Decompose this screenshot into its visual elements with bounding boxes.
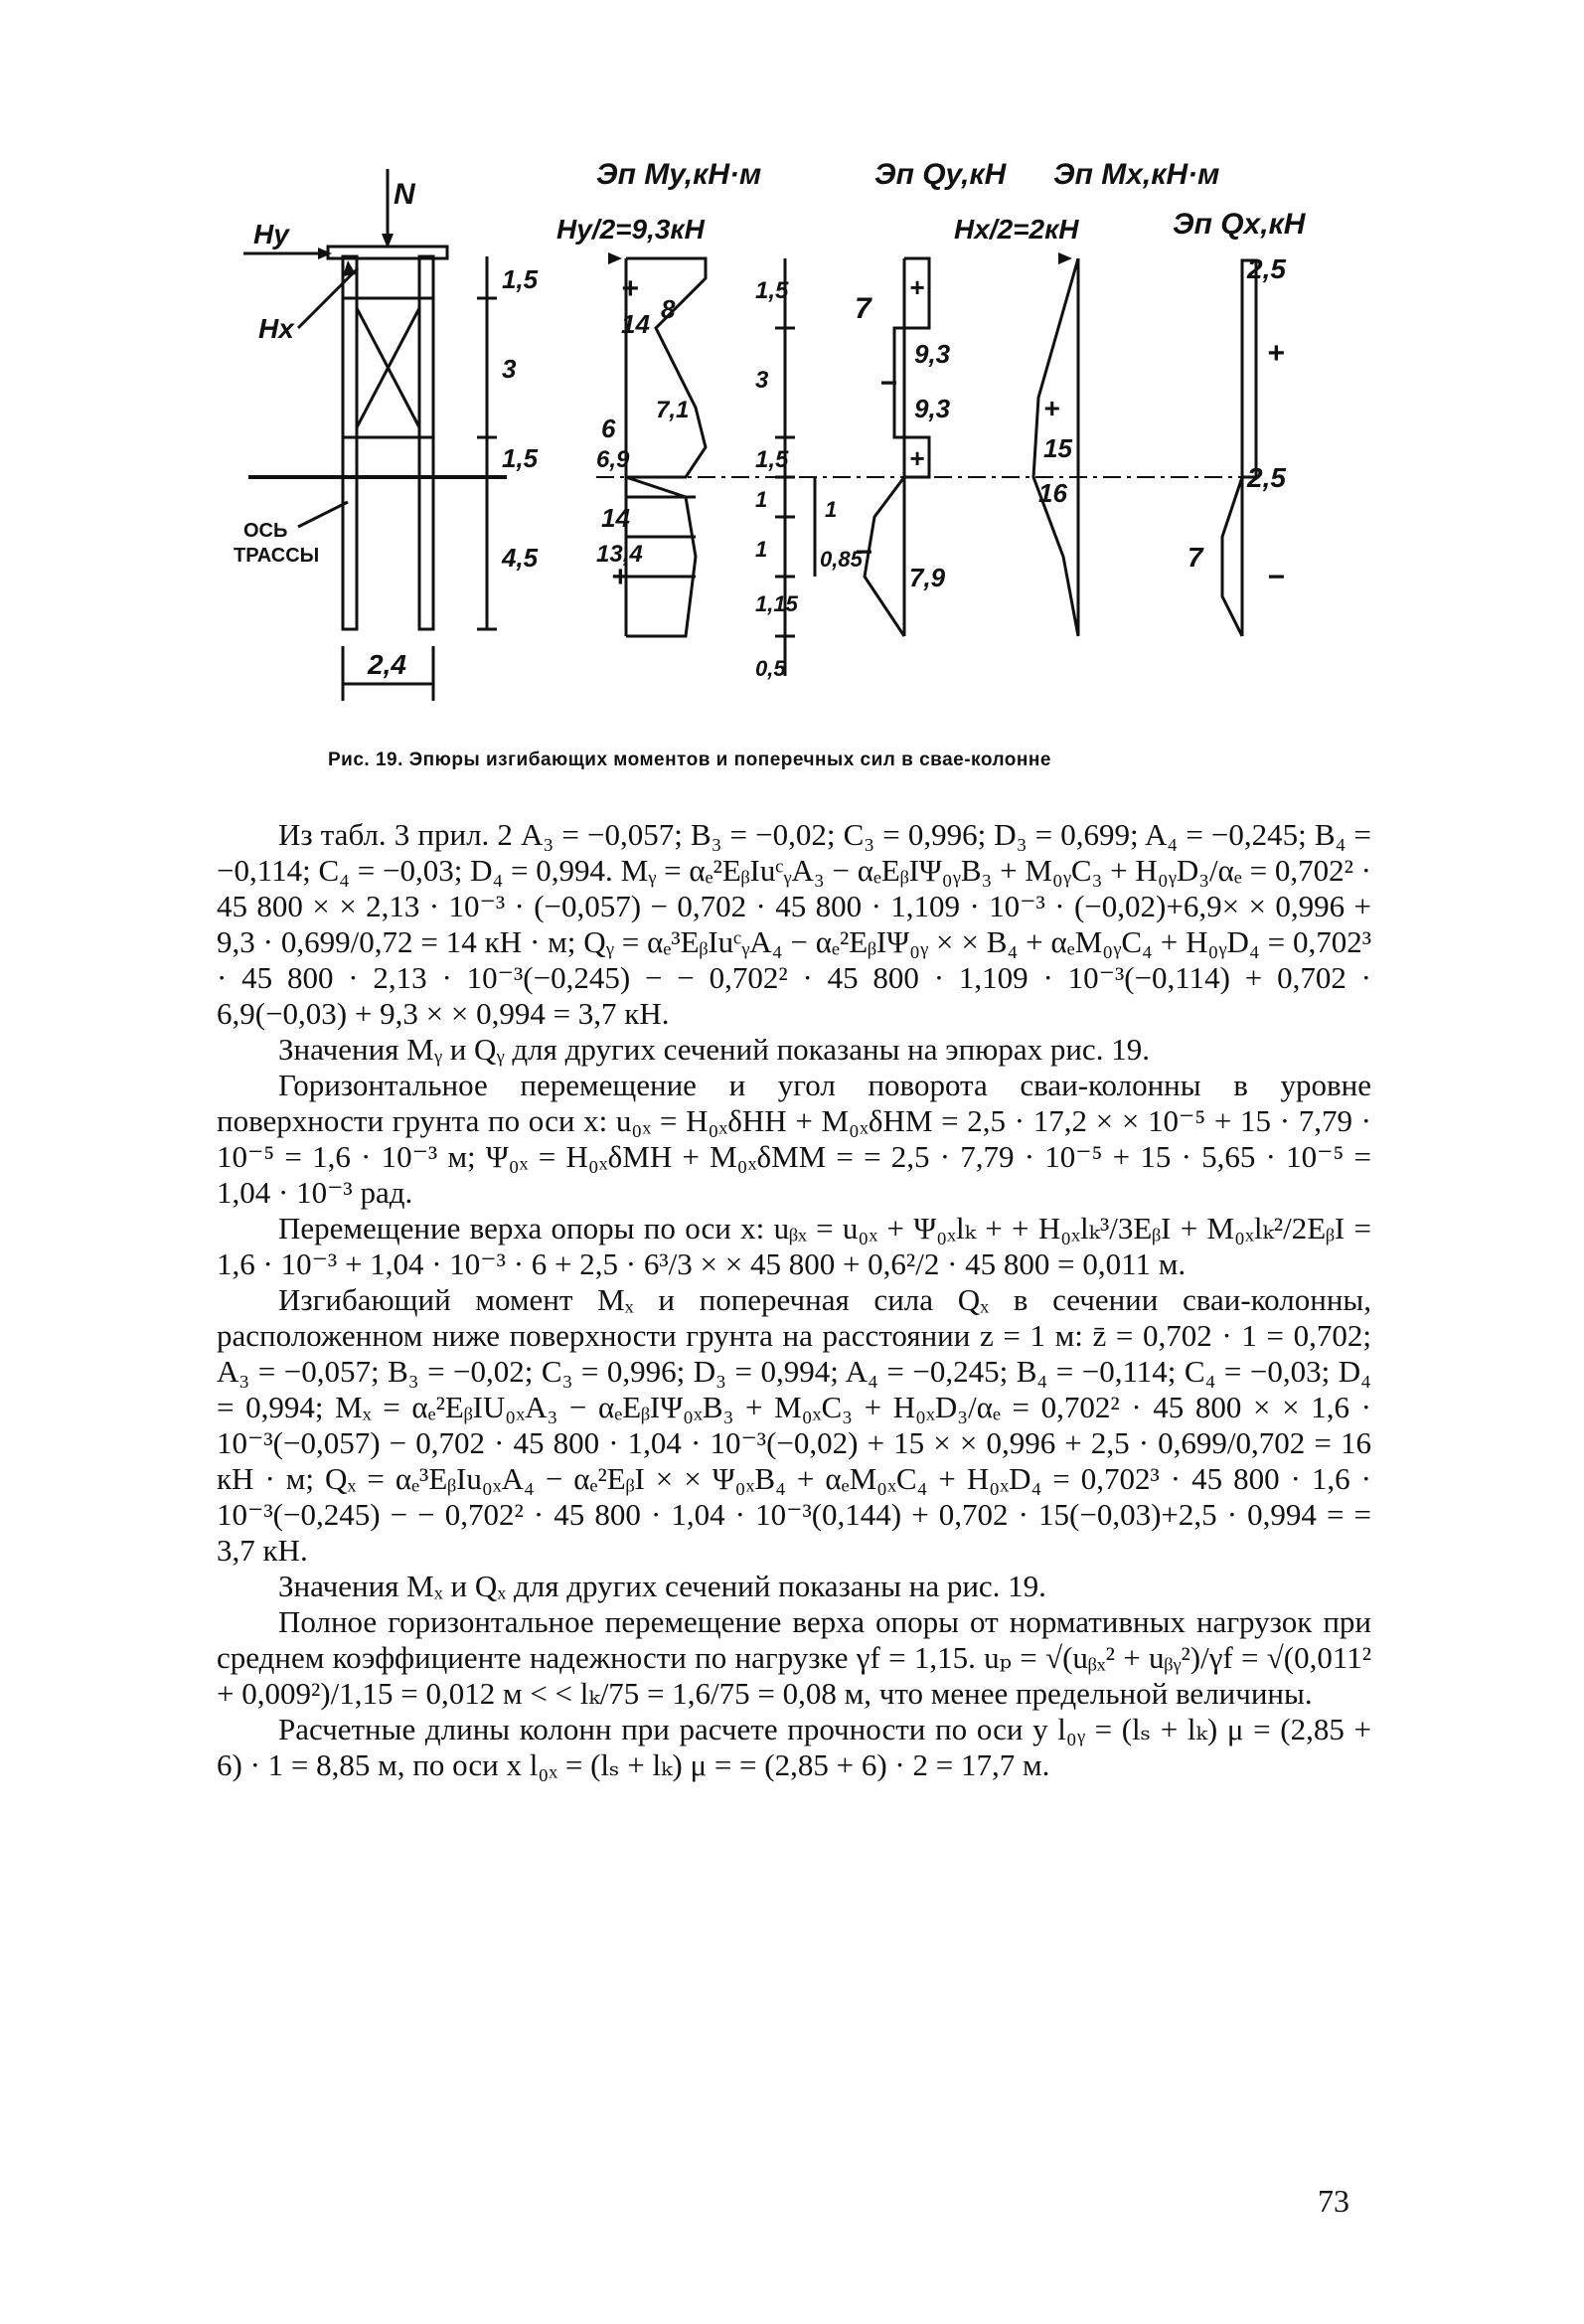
my-dim-r-0: 1 <box>825 497 838 522</box>
mx-sign-plus: + <box>1043 393 1060 423</box>
label-hy-half: Hy/2=9,3кН <box>556 214 705 245</box>
label-force-n: N <box>394 178 415 211</box>
paragraph: Из табл. 3 прил. 2 A₃ = −0,057; B₃ = −0,02; C₃ = 0,996; D₃ = 0,699; A₄ = −0,245; B₄ = −0,114; C₄ = −0,03; D₄ = 0,994. Mᵧ = αₑ²EᵦIuᶜᵧA₃ − αₑEᵦIΨ₀ᵧB₃ + M₀ᵧC₃ + H₀ᵧD₃/αₑ = 0,702² · 45 800 × × 2,13 · 10⁻³ · (−0,057) − 0,702 · 45 800 · 1,109 · 10⁻³ · (−0,02)+6,9× × 0,996 + 9,3 · 0,699/0,72 = 14 кН · м; Qᵧ = αₑ³EᵦIuᶜᵧA₄ − αₑ²EᵦIΨ₀ᵧ × × B₄ + αₑM₀ᵧC₄ + H₀ᵧD₄ = 0,702³ · 45 800 · 2,13 · 10⁻³(−0,245) − − 0,702² · 45 800 · 1,109 · 10⁻³(−0,114) + 0,702 · 6,9(−0,03) + 9,3 × × 0,994 = 3,7 кН. <box>217 817 1371 1031</box>
body-text <box>217 817 1371 1783</box>
page-number: 73 <box>1318 2183 1349 2219</box>
label-axis-1: ОСЬ <box>243 520 288 542</box>
my-dim-4: 1 <box>755 537 768 562</box>
my-dim-5: 1,15 <box>755 591 798 616</box>
paragraph: Перемещение верха опоры по оси x: uᵦₓ = u₀ₓ + Ψ₀ₓlₖ + + H₀ₓlₖ³/3EᵦI + M₀ₓlₖ²/2EᵦI = 1,6 · 10⁻³ + 1,04 · 10⁻³ · 6 + 2,5 · 6³/3 × × 45 800 + 0,6²/2 · 45 800 = 0,011 м. <box>217 1211 1371 1281</box>
paragraph: Горизонтальное перемещение и угол поворота сваи-колонны в уровне поверхности грунта по оси x: u₀ₓ = H₀ₓδHH + M₀ₓδHM = 2,5 · 17,2 × × 10⁻⁵ + 15 · 7,79 · 10⁻⁵ = 1,6 · 10⁻³ м; Ψ₀ₓ = H₀ₓδMH + M₀ₓδMM = = 2,5 · 7,79 · 10⁻⁵ + 15 · 5,65 · 10⁻⁵ = 1,04 · 10⁻³ рад. <box>217 1068 1371 1210</box>
label-epure-mx: Эп Mx,кН·м <box>1053 158 1220 191</box>
my-value-2: 7,1 <box>656 397 690 423</box>
qx-upper-diagram <box>1242 260 1256 477</box>
my-value-1: 8 <box>661 294 676 324</box>
mx-value-0: 15 <box>1043 433 1072 463</box>
my-value-0: 14 <box>621 309 650 339</box>
qx-value-0: 2,5 <box>1247 253 1286 284</box>
qy-value-2: 9,3 <box>914 394 951 423</box>
qy-sign-minus-1: − <box>879 367 897 400</box>
my-value-5: 14 <box>601 503 630 533</box>
qy-sign-minus-2: − <box>855 536 872 569</box>
qx-value-2: 7 <box>1188 542 1203 573</box>
my-value-4: 6,9 <box>596 446 630 473</box>
paragraph: Изгибающий момент Mₓ и поперечная сила Qₓ в сечении сваи-колонны, расположенном ниже поверхности грунта на расстоянии z = 1 м: z̄ = 0,702 · 1 = 0,702; A₃ = −0,057; B₃ = −0,02; C₃ = 0,996; D₃ = 0,994; A₄ = −0,245; B₄ = −0,114; C₄ = −0,03; D₄ = 0,994; Mₓ = αₑ²EᵦIU₀ₓA₃ − αₑEᵦIΨ₀ₓB₃ + M₀ₓC₃ + H₀ₓD₃/αₑ = 0,702² · 45 800 × × 1,6 · 10⁻³(−0,057) − 0,702 · 45 800 · 1,04 · 10⁻³(−0,02) + 15 × × 0,996 + 2,5 · 0,699/0,702 = 16 кН · м; Qₓ = αₑ³EᵦIu₀ₓA₄ − αₑ²EᵦI × × Ψ₀ₓB₄ + αₑM₀ₓC₄ + H₀ₓD₄ = 0,702³ · 45 800 · 1,6 · 10⁻³(−0,245) − − 0,702² · 45 800 · 1,04 · 10⁻³(0,144) + 0,702 · 15(−0,03)+2,5 · 0,994 = = 3,7 кН. <box>217 1282 1371 1568</box>
label-hx-half: Hx/2=2кН <box>954 214 1079 245</box>
label-epure-qy: Эп Qy,кН <box>874 158 1007 191</box>
label-width: 2,4 <box>368 649 406 680</box>
col-dim-0: 1,5 <box>502 264 539 294</box>
label-epure-my: Эп My,кН·м <box>596 158 762 191</box>
qx-lower-diagram <box>1222 477 1242 636</box>
my-sign-plus-2: + <box>611 561 629 593</box>
my-dim-0: 1,5 <box>755 277 789 304</box>
qx-value-1: 2,5 <box>1247 462 1286 493</box>
my-value-6: 13,4 <box>596 541 643 568</box>
qy-value-0: 7 <box>855 292 871 325</box>
my-dim-3: 1 <box>755 487 768 512</box>
figure-19 <box>0 0 1584 736</box>
col-dim-3: 4,5 <box>502 543 539 573</box>
figure-caption: Рис. 19. Эпюры изгибающих моментов и поперечных сил в сваe-колонне <box>328 749 1051 770</box>
label-force-hx: Hx <box>258 313 294 344</box>
pile-right <box>419 256 433 629</box>
pile-left <box>343 256 357 629</box>
paragraph: Значения Mᵧ и Qᵧ для других сечений показаны на эпюрах рис. 19. <box>278 1032 1150 1067</box>
col-dim-2: 1,5 <box>502 443 539 473</box>
qy-sign-plus-1: + <box>909 272 925 302</box>
label-epure-qx: Эп Qx,кН <box>1173 208 1306 241</box>
paragraph: Полное горизонтальное перемещение верха опоры от нормативных нагрузок при среднем коэффициенте надежности по нагрузке γf = 1,15. uₚ = √(uᵦₓ² + uᵦᵧ²)/γf = √(0,011² + 0,009²)/1,15 = 0,012 м < < lₖ/75 = 1,6/75 = 0,08 м, что менее предельной величины. <box>217 1604 1371 1711</box>
my-dim-1: 3 <box>755 367 769 394</box>
my-dim-r-1: 0,85 <box>820 547 863 572</box>
label-force-hy: Hy <box>253 219 289 249</box>
qx-sign-plus: + <box>1267 337 1285 370</box>
qy-value-1: 9,3 <box>914 339 951 369</box>
qy-value-3: 7,9 <box>909 563 946 592</box>
my-dim-2: 1,5 <box>755 446 789 473</box>
qy-sign-plus-2: + <box>909 443 925 473</box>
my-dim-6: 0,5 <box>755 656 786 681</box>
paragraph: Значения Mₓ и Qₓ для других сечений показаны на рис. 19. <box>278 1569 1046 1603</box>
my-value-3: 6 <box>601 414 616 443</box>
col-dim-1: 3 <box>502 354 517 384</box>
paragraph: Расчетные длины колонн при расчете прочности по оси y l₀ᵧ = (lₛ + lₖ) μ = (2,85 + 6) · 1 = 8,85 м, по оси x l₀ₓ = (lₛ + lₖ) μ = = (2,85 + 6) · 2 = 17,7 м. <box>217 1712 1371 1782</box>
my-sign-plus-1: + <box>621 272 639 305</box>
label-axis-2: ТРАССЫ <box>234 545 320 567</box>
qx-sign-minus: − <box>1267 561 1285 593</box>
mx-value-1: 16 <box>1038 478 1067 508</box>
